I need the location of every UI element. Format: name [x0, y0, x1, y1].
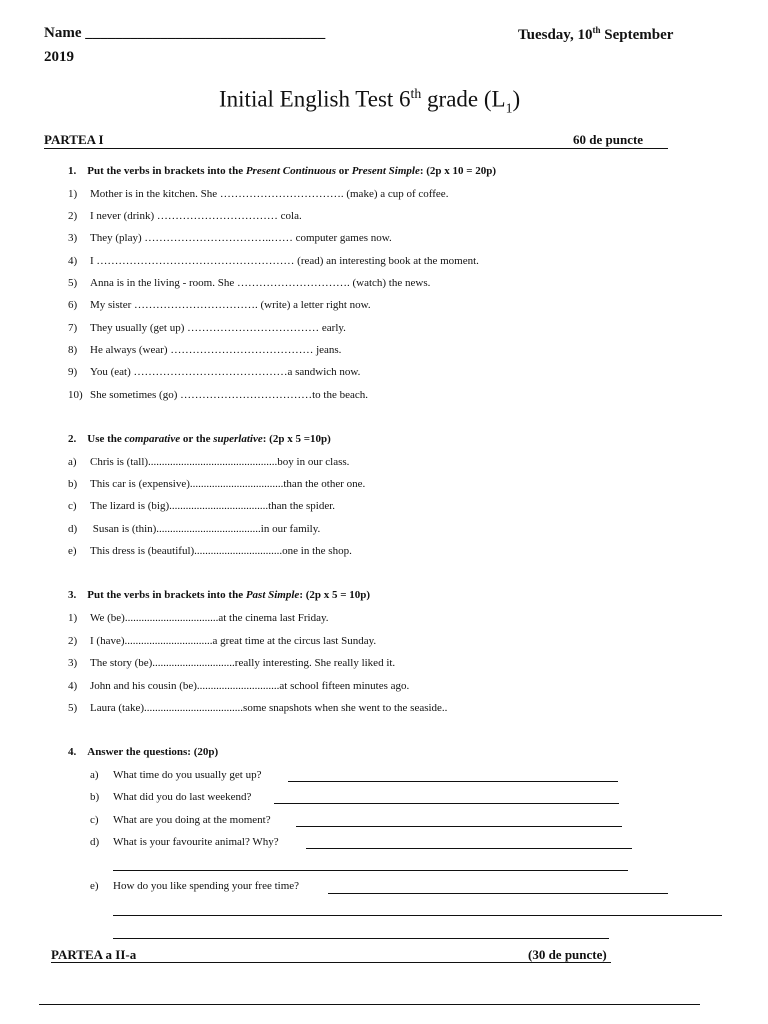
- list-item: 5) Anna is in the living - room. She …………………………. (watch) the news.: [68, 277, 431, 289]
- list-item: 1) We (be)..................................at the cinema last Friday.: [68, 612, 329, 624]
- part1-label: PARTEA I: [44, 132, 104, 147]
- list-item: 7) They usually (get up) ……………………………… early.: [68, 322, 346, 334]
- answer-line[interactable]: [113, 938, 609, 939]
- list-item: 4) I ……………………………………………… (read) an interesting book at the moment.: [68, 255, 479, 267]
- question-item: e) How do you like spending your free time?: [90, 880, 300, 892]
- list-item: 5) Laura (take)....................................some snapshots when she went to the seaside..: [68, 702, 448, 714]
- name-line: ________________________________: [85, 25, 326, 41]
- part1-underline: [44, 148, 668, 149]
- answer-line[interactable]: [306, 848, 632, 849]
- question-item: b) What did you do last weekend?: [90, 791, 252, 803]
- list-item: 3) They (play) ……………………………..…… computer games now.: [68, 232, 392, 244]
- list-item: 4) John and his cousin (be)..............................at school fifteen minutes ago.: [68, 680, 410, 692]
- list-item: 3) The story (be)..............................really interesting. She really liked it.: [68, 657, 396, 669]
- date: Tuesday, 10th September: [518, 25, 674, 43]
- name-field: [44, 25, 325, 42]
- list-item: 6) My sister ……………………………. (write) a letter right now.: [68, 299, 371, 311]
- answer-line[interactable]: [39, 1004, 700, 1005]
- answer-line[interactable]: [296, 826, 622, 827]
- question-item: d) What is your favourite animal? Why?: [90, 836, 279, 848]
- year: 2019: [44, 49, 74, 65]
- answer-line[interactable]: [113, 915, 722, 916]
- answer-line[interactable]: [328, 893, 668, 894]
- list-item: 2) I (have)................................a great time at the circus last Sunday.: [68, 635, 377, 647]
- part2-points: (30 de puncte): [528, 947, 607, 962]
- list-item: a) Chris is (tall)...............................................boy in our class.: [68, 456, 350, 468]
- list-item: 9) You (eat) ……………………………………a sandwich now.: [68, 366, 361, 378]
- list-item: 8) He always (wear) ………………………………… jeans.: [68, 344, 342, 356]
- answer-line[interactable]: [274, 803, 619, 804]
- list-item: 10) She sometimes (go) ………………………………to the beach.: [68, 389, 369, 401]
- part2-underline: [51, 962, 611, 963]
- list-item: e) This dress is (beautiful)................................one in the shop.: [68, 545, 352, 557]
- list-item: 2) I never (drink) …………………………… cola.: [68, 210, 302, 222]
- task3-instruction: 3. Put the verbs in brackets into the Past Simple: (2p x 5 = 10p): [68, 589, 371, 601]
- list-item: d) Susan is (thin)......................................in our family.: [68, 523, 321, 535]
- list-item: b) This car is (expensive)..................................than the other one.: [68, 478, 366, 490]
- name-label: Name: [44, 25, 82, 41]
- list-item: 1) Mother is in the kitchen. She ……………………………. (make) a cup of coffee.: [68, 188, 449, 200]
- task2-instruction: 2. Use the comparative or the superlative: (2p x 5 =10p): [68, 433, 331, 445]
- answer-line[interactable]: [288, 781, 618, 782]
- question-item: a) What time do you usually get up?: [90, 769, 262, 781]
- task1-instruction: 1. Put the verbs in brackets into the Present Continuous or Present Simple: (2p x 10 = 20p): [68, 165, 497, 177]
- page-title: Initial English Test 6th grade $(L_1)$: [219, 86, 521, 116]
- task4-instruction: 4. Answer the questions: (20p): [68, 746, 219, 758]
- part2-label: PARTEA a II-a: [51, 947, 137, 962]
- list-item: c) The lizard is (big)....................................than the spider.: [68, 500, 336, 512]
- answer-line[interactable]: [113, 870, 628, 871]
- part1-points: 60 de puncte: [573, 132, 644, 147]
- question-item: c) What are you doing at the moment?: [90, 814, 271, 826]
